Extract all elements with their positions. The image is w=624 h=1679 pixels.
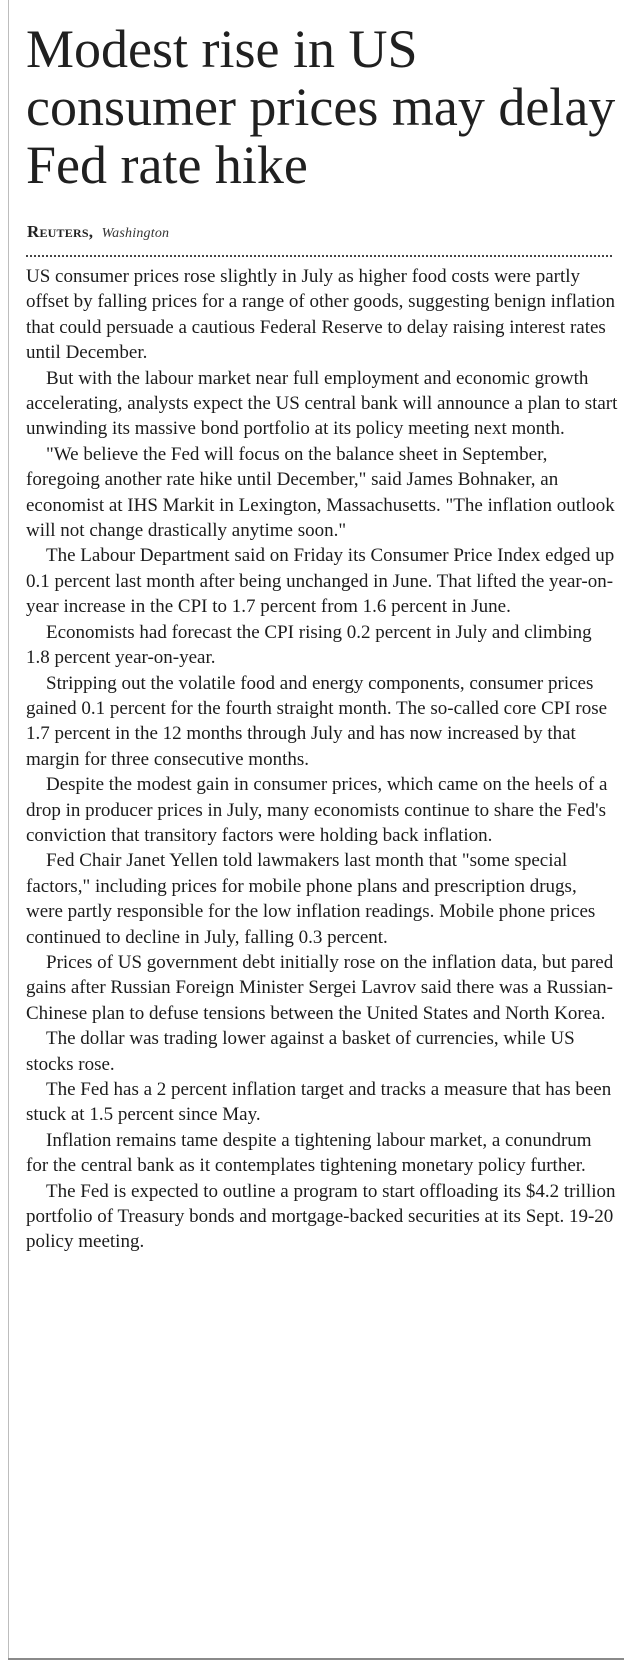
- article-paragraph: The Fed is expected to outline a program to start offloading its $4.2 trillion portfolio of Treasury bonds and mortgage-backed securities at its Sept. 19-20 policy meeting.: [26, 1180, 616, 1253]
- article-paragraph: "We believe the Fed will focus on the balance sheet in September, foregoing another rate hike until December," said James Bohnaker, an economist at IHS Markit in Lexington, Massachusetts. "The inflation outlook will not change drastically anytime soon.": [26, 443, 615, 542]
- article-headline: Modest rise in US consumer prices may delay Fed rate hike: [26, 19, 616, 195]
- article-paragraph: Stripping out the volatile food and energy components, consumer prices gained 0.1 percent for the fourth straight month. The so-called core CPI rose 1.7 percent in the 12 months through July and has now increased by that margin for three consecutive months.: [26, 672, 608, 770]
- column-left-rule: [8, 0, 9, 1660]
- byline-location: Washington: [101, 226, 170, 241]
- byline-agency: Reuters,: [27, 222, 94, 241]
- article-paragraph: Fed Chair Janet Yellen told lawmakers last month that "some special factors," including prices for mobile phone plans and prescription drugs, were partly responsible for the low inflation readings. Mobile phone prices continued to decline in July, falling 0.3 percent.: [26, 850, 596, 948]
- article-paragraph: US consumer prices rose slightly in July as higher food costs were partly offset by falling prices for a range of other goods, suggesting benign inflation that could persuade a cautious Federal Reserve to delay raising interest rates until December.: [26, 266, 616, 364]
- article-body: [26, 264, 618, 1255]
- article-paragraph: Prices of US government debt initially rose on the inflation data, but pared gains after Russian Foreign Minister Sergei Lavrov said there was a Russian-Chinese plan to defuse tensions between the United States and North Korea.: [26, 951, 614, 1024]
- article-paragraph: But with the labour market near full employment and economic growth accelerating, analysts expect the US central bank will announce a plan to start unwinding its massive bond portfolio at its policy meeting next month.: [26, 367, 618, 440]
- article-bottom-rule: [8, 1658, 624, 1660]
- byline-dotted-divider: [26, 255, 612, 257]
- article-paragraph: Economists had forecast the CPI rising 0.2 percent in July and climbing 1.8 percent year-on-year.: [26, 621, 592, 669]
- article-paragraph: The Labour Department said on Friday its Consumer Price Index edged up 0.1 percent last month after being unchanged in June. That lifted the year-on-year increase in the CPI to 1.7 percent from 1.6 percent in June.: [26, 545, 615, 618]
- article-byline: [27, 222, 169, 242]
- article-paragraph: Inflation remains tame despite a tightening labour market, a conundrum for the central bank as it contemplates tightening monetary policy further.: [26, 1129, 592, 1177]
- article-paragraph: The Fed has a 2 percent inflation target and tracks a measure that has been stuck at 1.5 percent since May.: [26, 1079, 612, 1126]
- article-paragraph: The dollar was trading lower against a basket of currencies, while US stocks rose.: [26, 1028, 575, 1075]
- article-paragraph: Despite the modest gain in consumer prices, which came on the heels of a drop in producer prices in July, many economists continue to share the Fed's conviction that transitory factors were holding back inflation.: [26, 774, 608, 846]
